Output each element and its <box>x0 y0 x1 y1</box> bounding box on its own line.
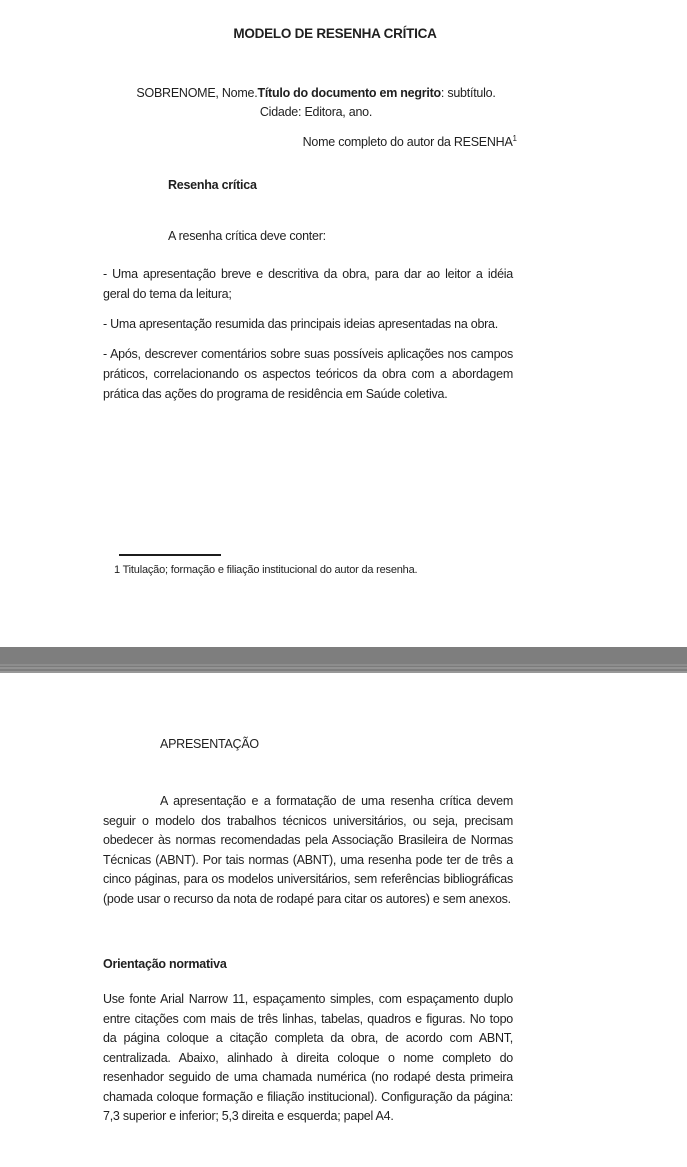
document-title: MODELO DE RESENHA CRÍTICA <box>233 26 437 41</box>
list-item: - Após, descrever comentários sobre suas possíveis aplicações nos campos práticos, correlacionando os aspectos teóricos da obra com a abordagem prática das ações do programa de residência em Saúde coletiva. <box>103 347 513 401</box>
review-requirements-list <box>103 264 513 414</box>
list-item: - Uma apresentação breve e descritiva da obra, para dar ao leitor a idéia geral do tema da leitura; <box>103 267 513 301</box>
citation-line-2: Cidade: Editora, ano. <box>259 105 373 119</box>
footnote-reference-marker: 1 <box>512 134 517 143</box>
orientacao-normativa-paragraph: Use fonte Arial Narrow 11, espaçamento simples, com espaçamento duplo entre citações com mais de três linhas, tabelas, quadros e figuras. No topo da página coloque a citação completa da obra, de acordo com ABNT, centralizada. Abaixo, alinhado à direita coloque o nome completo do resenhador seguido de uma chamada numérica (no rodapé desta primeira chamada coloque formação e filiação institucional). Configuração da página: 7,3 superior e inferior; 5,3 direita e esquerda; papel A4. <box>103 992 513 1123</box>
footnote-area <box>114 554 554 576</box>
intro-sentence: A resenha crítica deve conter: <box>168 229 326 243</box>
citation-subtitle: : subtítulo. <box>440 86 496 100</box>
citation-work-title: Título do documento em negrito <box>257 86 441 100</box>
reviewer-name-text: Nome completo do autor da RESENHA <box>302 135 513 150</box>
citation-block <box>119 84 513 122</box>
citation-line-1 <box>119 84 513 103</box>
section-heading-apresentacao: APRESENTAÇÃO <box>160 737 259 751</box>
page-break-divider <box>0 647 687 673</box>
footnote-text: 1 Titulação; formação e filiação institucional do autor da resenha. <box>114 564 418 576</box>
footnote-separator-rule <box>119 554 221 556</box>
section-heading-resenha-critica: Resenha crítica <box>168 178 257 192</box>
apresentacao-paragraph: A apresentação e a formatação de uma resenha crítica devem seguir o modelo dos trabalhos técnicos universitários, ou seja, precisam obedecer às normas recomendadas pela Associação Brasileira de Normas Técnicas (ABNT). Por tais normas (ABNT), uma resenha pode ter de três a cinco páginas, para os modelos universitários, sem referências bibliográficas (pode usar o recurso da nota de rodapé para citar os autores) e sem anexos. <box>103 794 513 906</box>
reviewer-name-line <box>103 134 517 149</box>
citation-author: SOBRENOME, Nome. <box>136 86 258 100</box>
section-heading-orientacao-normativa: Orientação normativa <box>103 957 227 971</box>
list-item: - Uma apresentação resumida das principais ideias apresentadas na obra. <box>103 317 498 331</box>
